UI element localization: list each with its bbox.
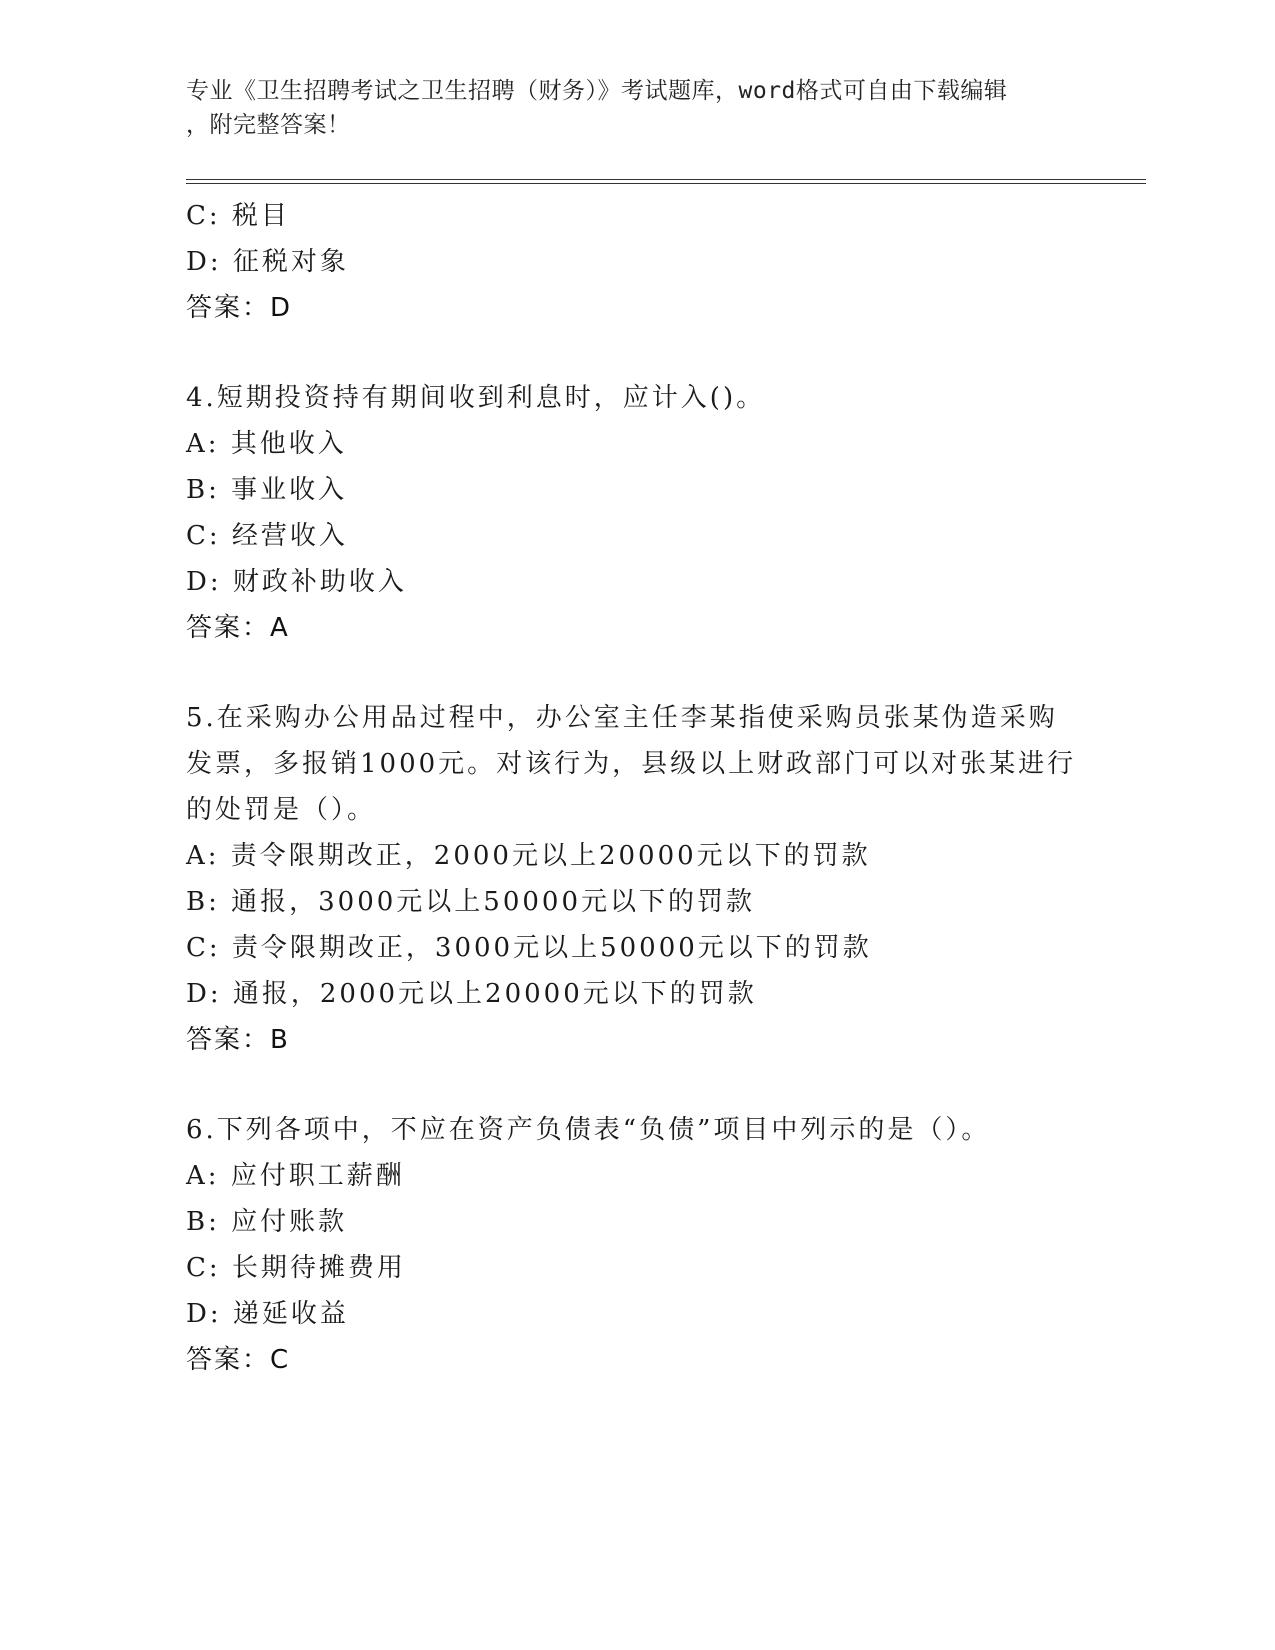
answer-line: 答案：B — [186, 1025, 290, 1055]
option-d: D: 递延收益 — [186, 1299, 349, 1329]
question-list — [186, 193, 1146, 1383]
option-a: A: 其他收入 — [186, 429, 347, 459]
header-line-1: 专业《卫生招聘考试之卫生招聘（财务）》考试题库，word格式可自由下载编辑 — [186, 78, 1008, 104]
question-6 — [186, 1107, 1146, 1383]
option-b: B: 事业收入 — [186, 475, 348, 505]
spacer — [186, 331, 1146, 375]
document-header — [186, 74, 1086, 142]
question-stem-line-2: 发票，多报销1000元。对该行为，县级以上财政部门可以对张某进行 — [186, 749, 1077, 779]
option-d: D: 征税对象 — [186, 247, 349, 277]
header-divider-bottom — [186, 183, 1146, 184]
question-5 — [186, 695, 1146, 1063]
answer-line: 答案：A — [186, 613, 290, 643]
question-4 — [186, 375, 1146, 651]
header-divider-top — [186, 179, 1146, 180]
option-c: C: 税目 — [186, 201, 290, 231]
option-c: C: 经营收入 — [186, 521, 348, 551]
option-a: A: 应付职工薪酬 — [186, 1161, 405, 1191]
question-stem: 4.短期投资持有期间收到利息时，应计入()。 — [186, 383, 766, 413]
option-d: D: 通报，2000元以上20000元以下的罚款 — [186, 979, 757, 1009]
header-line-2: ，附完整答案！ — [186, 112, 351, 138]
spacer — [186, 651, 1146, 695]
question-stem-line-1: 5.在采购办公用品过程中，办公室主任李某指使采购员张某伪造采购 — [186, 703, 1058, 733]
option-b: B: 通报，3000元以上50000元以下的罚款 — [186, 887, 756, 917]
option-a: A: 责令限期改正，2000元以上20000元以下的罚款 — [186, 841, 871, 871]
question-stem-line-3: 的处罚是（）。 — [186, 795, 377, 825]
spacer — [186, 1063, 1146, 1107]
answer-line: 答案：D — [186, 293, 293, 323]
question-3-tail — [186, 193, 1146, 331]
option-d: D: 财政补助收入 — [186, 567, 407, 597]
option-c: C: 责令限期改正，3000元以上50000元以下的罚款 — [186, 933, 872, 963]
option-c: C: 长期待摊费用 — [186, 1253, 406, 1283]
option-b: B: 应付账款 — [186, 1207, 348, 1237]
question-stem: 6.下列各项中，不应在资产负债表“负债”项目中列示的是（）。 — [186, 1115, 991, 1145]
answer-line: 答案：C — [186, 1345, 291, 1375]
